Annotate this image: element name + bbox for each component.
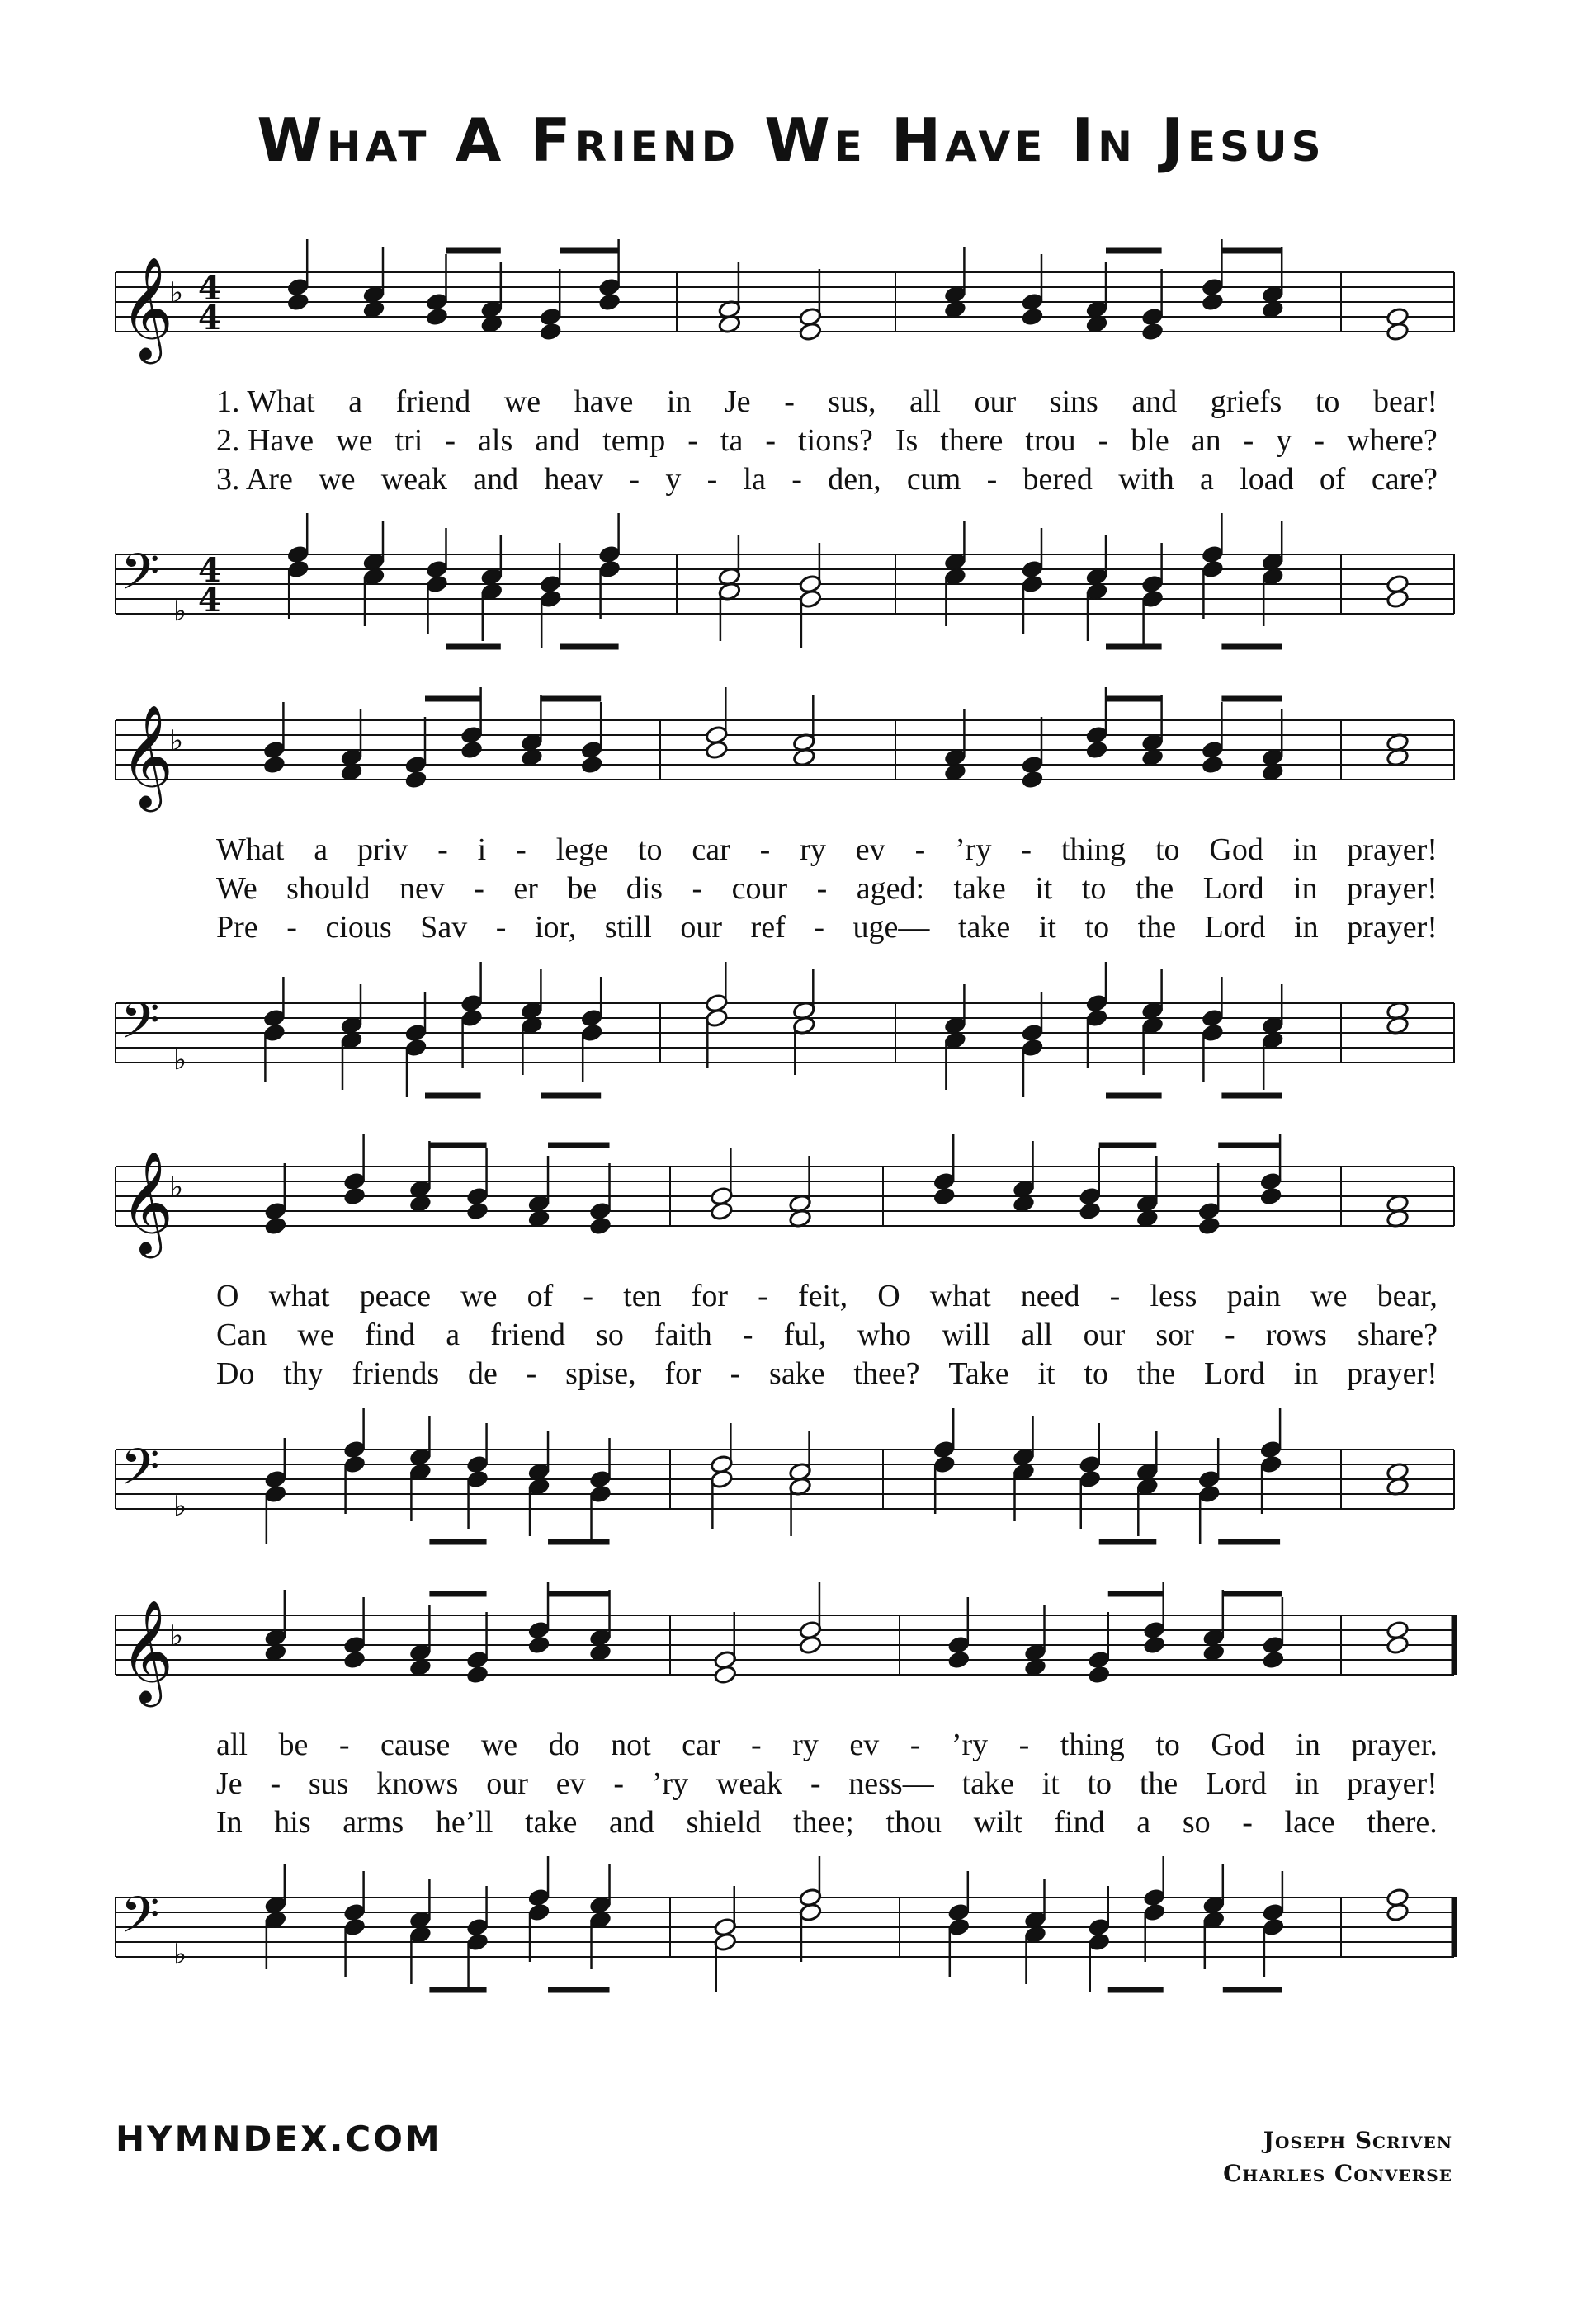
lyric-line (216, 870, 1438, 907)
lyric-syllable: it (1038, 910, 1056, 945)
lyric-syllable: to (637, 832, 663, 867)
note-head (286, 292, 309, 312)
lyric-syllable: all (216, 1728, 248, 1762)
lyric-syllable: Pre (216, 910, 258, 945)
lyric-syllable: tions? (798, 423, 873, 458)
lyric-syllable: knows (376, 1766, 459, 1801)
lyric-line (216, 384, 1438, 420)
lyric-syllable: Can (216, 1318, 267, 1352)
lyric-syllable: to (1155, 832, 1180, 867)
lyric-syllable: y (665, 462, 682, 497)
lyric-syllable: God (1211, 1728, 1265, 1762)
lyric-syllable: prayer! (1347, 1356, 1438, 1391)
lyric-syllable: ry (792, 1728, 819, 1762)
lyric-syllable: Je (216, 1766, 243, 1801)
lyric-syllable: - (286, 910, 297, 945)
lyric-syllable: prayer! (1347, 1766, 1438, 1801)
note-head (947, 1650, 970, 1670)
lyric-syllable: trou (1025, 423, 1076, 458)
lyric-syllable: it (1037, 1356, 1055, 1391)
lyric-syllable: 1. What (216, 384, 315, 419)
flat-sign: ♭ (170, 724, 184, 757)
lyric-syllable: for (691, 1279, 729, 1313)
note-head (588, 1216, 612, 1236)
lyric-syllable: in (666, 384, 692, 419)
lyric-syllable: - (986, 462, 998, 497)
lyric-syllable: What (216, 832, 285, 867)
lyric-syllable: we (1310, 1279, 1348, 1313)
composer-credit: Charles Converse (1223, 2160, 1452, 2187)
lyric-syllable: priv (357, 832, 408, 867)
lyric-syllable: - (495, 910, 507, 945)
lyric-syllable: need (1020, 1279, 1080, 1313)
lyric-syllable: - (474, 871, 484, 906)
lyric-syllable: - (706, 462, 718, 497)
lyric-syllable: - (526, 1356, 537, 1391)
time-signature: 4 (198, 581, 221, 620)
lyric-syllable: - (270, 1766, 281, 1801)
lyric-syllable: ta (720, 423, 744, 458)
note-head (1201, 755, 1224, 775)
lyric-syllable: - (1225, 1318, 1235, 1352)
lyric-syllable: our (1083, 1318, 1126, 1352)
note-head (465, 1201, 489, 1221)
lyric-syllable: sor (1155, 1318, 1194, 1352)
lyric-syllable: rows (1265, 1318, 1327, 1352)
lyric-syllable: a (1200, 462, 1214, 497)
flat-sign: ♭ (170, 276, 184, 309)
lyric-syllable: take (961, 1766, 1014, 1801)
lyric-syllable: we (503, 384, 541, 419)
note-head (933, 1186, 956, 1206)
lyric-syllable: to (1084, 1356, 1108, 1391)
time-signature: 4 (198, 269, 221, 308)
lyric-syllable: aged: (856, 871, 925, 906)
note-head (1140, 322, 1164, 342)
lyric-syllable: in (1293, 871, 1318, 906)
lyric-syllable: Take (948, 1356, 1009, 1391)
lyric-syllable: a (1136, 1805, 1151, 1840)
note-head (1386, 322, 1409, 342)
flat-sign: ♭ (173, 1490, 187, 1523)
lyric-syllable: feit, (797, 1279, 848, 1313)
lyric-syllable: - (583, 1279, 594, 1313)
note-head (1021, 307, 1044, 327)
lyric-syllable: to (1315, 384, 1340, 419)
lyric-syllable: uge— (852, 910, 930, 945)
lyric-syllable: thou (885, 1805, 942, 1840)
lyric-syllable: thee; (792, 1805, 854, 1840)
lyric-syllable: - (759, 832, 771, 867)
lyric-syllable: - (1314, 423, 1325, 458)
lyric-syllable: it (1035, 871, 1053, 906)
note-head (1085, 740, 1108, 760)
lyric-syllable: wilt (973, 1805, 1022, 1840)
lyric-syllable: all (1021, 1318, 1053, 1352)
note-head (342, 1186, 366, 1206)
lyric-line (216, 909, 1438, 945)
lyric-syllable: God (1209, 832, 1263, 867)
lyric-syllable: - (1098, 423, 1109, 458)
lyric-syllable: cause (380, 1728, 451, 1762)
lyric-syllable: take (957, 910, 1011, 945)
lyric-syllable: bear! (1372, 384, 1438, 419)
lyric-line (216, 461, 1438, 497)
lyric-syllable: ry (800, 832, 826, 867)
note-head (1143, 1635, 1166, 1655)
lyric-syllable: - (1243, 423, 1254, 458)
lyric-syllable: with (1118, 462, 1174, 497)
lyric-syllable: cour (731, 871, 788, 906)
lyric-syllable: thee? (853, 1356, 920, 1391)
lyric-syllable: where? (1347, 423, 1438, 458)
note-head (264, 1216, 287, 1236)
lyric-syllable: - (810, 1766, 821, 1801)
lyric-syllable: to (1081, 871, 1107, 906)
bass-clef: 𝄢 (120, 1438, 160, 1509)
lyric-syllable: to (1084, 910, 1110, 945)
lyric-syllable: ’ry (651, 1766, 689, 1801)
lyric-syllable: we (480, 1728, 518, 1762)
flat-sign: ♭ (173, 595, 187, 628)
lyric-syllable: ble (1131, 423, 1169, 458)
lyric-syllable: his (274, 1805, 311, 1840)
lyric-syllable: 2. Have (216, 423, 314, 458)
lyric-syllable: cum (906, 462, 961, 497)
note-head (710, 1201, 733, 1221)
lyric-syllable: ful, (783, 1318, 827, 1352)
lyric-syllable: griefs (1210, 384, 1282, 419)
note-head (1262, 1650, 1285, 1670)
lyric-syllable: should (286, 871, 371, 906)
lyric-syllable: - (1021, 832, 1032, 867)
bass-clef: 𝄢 (120, 543, 160, 614)
lyric-syllable: weak (380, 462, 447, 497)
treble-clef: 𝄞 (120, 257, 173, 360)
lyric-line (216, 832, 1438, 868)
lyric-syllable: - (730, 1356, 741, 1391)
note-head (580, 755, 603, 775)
lyric-syllable: car (682, 1728, 720, 1762)
lyric-syllable: Je (725, 384, 751, 419)
flat-sign: ♭ (173, 1044, 187, 1077)
lyric-syllable: - (692, 871, 703, 906)
lyric-syllable: - (784, 384, 795, 419)
lyric-syllable: bear, (1377, 1279, 1438, 1313)
lyric-syllable: - (765, 423, 777, 458)
bass-clef: 𝄢 (120, 1886, 160, 1957)
lyric-syllable: in (1294, 1766, 1320, 1801)
lyric-syllable: the (1137, 910, 1177, 945)
lyric-syllable: share? (1357, 1318, 1438, 1352)
lyric-syllable: friend (490, 1318, 565, 1352)
flat-sign: ♭ (170, 1619, 184, 1652)
lyric-syllable: not (611, 1728, 651, 1762)
lyric-syllable: O (216, 1279, 239, 1313)
note-head (404, 770, 427, 790)
note-head (1197, 1216, 1221, 1236)
lyric-syllable: an (1191, 423, 1221, 458)
lyric-syllable: heav (544, 462, 604, 497)
treble-clef: 𝄞 (120, 1151, 173, 1254)
note-head (262, 755, 286, 775)
flat-sign: ♭ (170, 1171, 184, 1204)
lyric-syllable: the (1136, 1356, 1176, 1391)
lyric-syllable: what (268, 1279, 330, 1313)
lyric-syllable: our (680, 910, 723, 945)
lyric-syllable: our (974, 384, 1017, 419)
lyric-syllable: sake (769, 1356, 825, 1391)
lyric-syllable: prayer! (1347, 871, 1438, 906)
note-head (527, 1635, 550, 1655)
lyric-syllable: it (1041, 1766, 1060, 1801)
note-head (1079, 1201, 1102, 1221)
lyric-syllable: to (1155, 1728, 1180, 1762)
treble-clef: 𝄞 (120, 1600, 173, 1703)
lyric-syllable: peace (359, 1279, 432, 1313)
lyric-syllable: prayer! (1347, 832, 1438, 867)
lyric-syllable: - (909, 1728, 921, 1762)
lyric-syllable: cious (325, 910, 392, 945)
lyric-syllable: bered (1022, 462, 1093, 497)
lyric-syllable: - (445, 423, 456, 458)
note-head (597, 292, 621, 312)
lyric-syllable: we (460, 1279, 498, 1313)
note-head (1201, 292, 1224, 312)
lyric-syllable: arms (342, 1805, 404, 1840)
lyric-syllable: less (1150, 1279, 1197, 1313)
lyric-syllable: a (446, 1318, 460, 1352)
note-head (1386, 1902, 1409, 1922)
lyric-syllable: what (929, 1279, 991, 1313)
note-head (342, 1650, 366, 1670)
lyricist-credit: Joseph Scriven (1263, 2127, 1452, 2154)
lyric-syllable: we (319, 462, 356, 497)
lyric-syllable: lace (1284, 1805, 1335, 1840)
lyric-syllable: friends (352, 1356, 440, 1391)
lyric-line (216, 1727, 1438, 1763)
lyric-syllable: Lord (1204, 1356, 1265, 1391)
lyric-syllable: ref (750, 910, 786, 945)
lyric-syllable: Do (216, 1356, 255, 1391)
lyric-syllable: the (1135, 871, 1174, 906)
lyric-syllable: Is (895, 423, 919, 458)
lyric-syllable: we (336, 423, 373, 458)
lyric-syllable: prayer. (1351, 1728, 1438, 1762)
note-head (1386, 589, 1409, 609)
lyric-syllable: er (513, 871, 538, 906)
lyric-syllable: be (278, 1728, 309, 1762)
lyric-syllable: a (348, 384, 363, 419)
lyric-syllable: and (609, 1805, 654, 1840)
lyric-syllable: there. (1367, 1805, 1438, 1840)
note-head (714, 1665, 737, 1685)
lyric-syllable: so (1182, 1805, 1211, 1840)
lyric-syllable: pain (1226, 1279, 1281, 1313)
lyric-syllable: nev (399, 871, 445, 906)
lyric-syllable: ev (855, 832, 885, 867)
lyric-syllable: who (857, 1318, 912, 1352)
lyric-syllable: so (596, 1318, 624, 1352)
lyric-syllable: 3. Are (216, 462, 293, 497)
lyric-syllable: O (877, 1279, 900, 1313)
lyric-syllable: ev (849, 1728, 880, 1762)
lyric-syllable: load (1240, 462, 1294, 497)
lyric-syllable: in (1292, 832, 1318, 867)
lyric-syllable: - (437, 832, 448, 867)
time-signature: 4 (198, 551, 221, 590)
lyric-line (216, 422, 1438, 459)
lyric-syllable: Lord (1202, 871, 1264, 906)
lyric-syllable: of (527, 1279, 554, 1313)
note-head (799, 1635, 822, 1655)
lyric-syllable: of (1319, 462, 1346, 497)
lyric-syllable: prayer! (1347, 910, 1438, 945)
site-name: HYMNDEX.COM (116, 2119, 442, 2159)
lyric-syllable: and (1131, 384, 1178, 419)
flat-sign: ♭ (173, 1938, 187, 1971)
lyric-syllable: car (692, 832, 730, 867)
lyric-syllable: - (751, 1728, 762, 1762)
lyric-syllable: do (548, 1728, 580, 1762)
lyric-syllable: take (953, 871, 1006, 906)
lyric-syllable: care? (1371, 462, 1438, 497)
lyric-syllable: als (478, 423, 513, 458)
lyric-syllable: friend (395, 384, 471, 419)
hymn-title: What A Friend We Have In Jesus (257, 106, 1325, 175)
lyric-syllable: - (629, 462, 640, 497)
lyric-syllable: be (567, 871, 597, 906)
lyric-syllable: and (473, 462, 519, 497)
lyric-syllable: - (816, 871, 828, 906)
note-head (1088, 1665, 1111, 1685)
lyric-syllable: in (1293, 1356, 1319, 1391)
lyric-syllable: - (791, 462, 802, 497)
lyric-syllable: find (1054, 1805, 1105, 1840)
lyric-syllable: to (1087, 1766, 1112, 1801)
note-head (1021, 770, 1044, 790)
lyric-syllable: - (742, 1318, 753, 1352)
lyric-syllable: ev (555, 1766, 586, 1801)
lyric-syllable: our (486, 1766, 528, 1801)
lyric-syllable: faith (654, 1318, 712, 1352)
lyric-syllable: find (364, 1318, 416, 1352)
lyric-syllable: will (942, 1318, 991, 1352)
time-signature: 4 (198, 299, 221, 337)
lyric-syllable: sus, (828, 384, 876, 419)
lyric-line (216, 1317, 1438, 1353)
lyric-syllable: in (1296, 1728, 1320, 1762)
lyric-syllable: Lord (1204, 910, 1266, 945)
lyric-syllable: all (909, 384, 941, 419)
lyric-syllable: - (1242, 1805, 1253, 1840)
lyric-syllable: ’ry (951, 1728, 989, 1762)
lyric-syllable: - (1018, 1728, 1030, 1762)
note-head (1386, 1635, 1409, 1655)
note-head (460, 740, 483, 760)
lyric-syllable: and (535, 423, 581, 458)
lyric-line (216, 1278, 1438, 1314)
lyric-syllable: shield (686, 1805, 762, 1840)
lyric-syllable: in (1294, 910, 1319, 945)
lyric-syllable: thing (1060, 1728, 1125, 1762)
lyric-syllable: still (604, 910, 652, 945)
lyric-line (216, 1765, 1438, 1802)
lyric-syllable: dis (626, 871, 663, 906)
lyric-syllable: we (297, 1318, 334, 1352)
lyric-line (216, 1804, 1438, 1841)
note-head (799, 322, 822, 342)
lyric-syllable: - (814, 910, 824, 945)
lyric-syllable: the (1139, 1766, 1178, 1801)
lyric-syllable: Lord (1206, 1766, 1267, 1801)
lyric-syllable: spise, (565, 1356, 636, 1391)
lyric-syllable: a (314, 832, 328, 867)
lyric-syllable: take (525, 1805, 578, 1840)
lyric-syllable: de (467, 1356, 498, 1391)
lyric-syllable: for (664, 1356, 701, 1391)
lyric-syllable: there (940, 423, 1004, 458)
lyric-syllable: i (477, 832, 487, 867)
lyric-syllable: temp (602, 423, 666, 458)
lyric-syllable: - (338, 1728, 350, 1762)
lyric-syllable: ten (623, 1279, 662, 1313)
bass-clef: 𝄢 (120, 992, 160, 1063)
lyric-syllable: thy (283, 1356, 323, 1391)
treble-clef: 𝄞 (120, 705, 173, 808)
note-head (539, 322, 562, 342)
lyric-syllable: have (574, 384, 634, 419)
lyric-syllable: he’ll (435, 1805, 493, 1840)
lyric-syllable: la (743, 462, 766, 497)
lyric-syllable: den, (828, 462, 881, 497)
lyric-syllable: sins (1049, 384, 1098, 419)
note-head (465, 1665, 489, 1685)
lyric-syllable: - (687, 423, 698, 458)
lyric-syllable: tri (394, 423, 423, 458)
lyric-syllable: ior, (535, 910, 577, 945)
lyric-syllable: - (516, 832, 527, 867)
lyric-syllable: ness— (848, 1766, 934, 1801)
note-head (1259, 1186, 1282, 1206)
note-head (425, 307, 448, 327)
lyric-syllable: In (216, 1805, 243, 1840)
lyric-syllable: - (613, 1766, 624, 1801)
lyric-syllable: lege (555, 832, 608, 867)
lyric-syllable: ’ry (955, 832, 992, 867)
lyric-syllable: y (1276, 423, 1292, 458)
lyric-syllable: weak (715, 1766, 783, 1801)
lyric-syllable: Sav (420, 910, 468, 945)
lyric-syllable: sus (308, 1766, 349, 1801)
lyric-syllable: - (758, 1279, 768, 1313)
lyric-syllable: thing (1060, 832, 1126, 867)
lyric-syllable: - (914, 832, 926, 867)
lyric-syllable: - (1109, 1279, 1121, 1313)
lyric-syllable: We (216, 871, 257, 906)
note-head (705, 740, 728, 760)
lyric-line (216, 1355, 1438, 1392)
